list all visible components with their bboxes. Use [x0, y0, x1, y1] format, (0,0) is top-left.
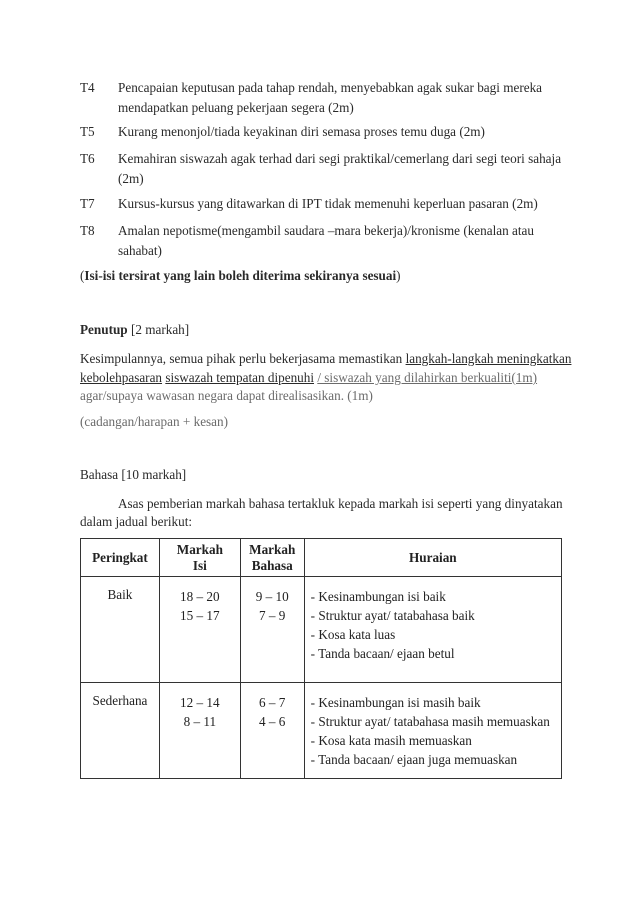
header-markah-isi	[159, 539, 240, 577]
cell-value: 9 – 10	[255, 589, 289, 604]
point-code: T6	[80, 151, 95, 166]
cadangan-line: (cadangan/harapan + kesan)	[80, 414, 229, 429]
bahasa-intro-1: Asas pemberian markah bahasa tertakluk kepada markah isi seperti yang dinyatakan	[118, 496, 563, 511]
kesimpulan-underline: langkah-langkah meningkatkan	[405, 351, 572, 366]
note-line	[80, 266, 401, 286]
penutup-heading	[80, 320, 189, 340]
point-code: T5	[80, 124, 95, 139]
kesimpulan-line-2	[80, 368, 537, 388]
header-markah-bahasa	[240, 539, 304, 577]
point-text: Pencapaian keputusan pada tahap rendah, menyebabkan agak sukar bagi mereka mendapatkan peluang pekerjaan segera (2m)	[118, 80, 543, 115]
cell-markah-isi	[159, 577, 240, 683]
cell-huraian	[304, 683, 561, 779]
cell-value: 7 – 9	[259, 608, 286, 623]
cell-value: 4 – 6	[259, 714, 286, 729]
point-text: Kurang menonjol/tiada keyakinan diri semasa proses temu duga (2m)	[118, 124, 485, 139]
kesimpulan-underline-gray: / siswazah yang dilahirkan berkualiti(1m)	[317, 370, 538, 385]
huraian-item: - Struktur ayat/ tatabahasa baik	[310, 608, 475, 623]
header-text: Markah	[249, 541, 296, 557]
point-code: T4	[80, 80, 95, 95]
header-huraian: Huraian	[304, 539, 561, 577]
cell-peringkat: Baik	[81, 577, 160, 683]
cell-markah-bahasa	[240, 683, 304, 779]
header-text: Isi	[192, 557, 207, 573]
point-code: T8	[80, 223, 95, 238]
kesimpulan-underline: siswazah tempatan dipenuhi	[165, 370, 315, 385]
cell-value: 18 – 20	[180, 589, 220, 604]
bahasa-heading: Bahasa [10 markah]	[80, 467, 187, 482]
kesimpulan-text: Kesimpulannya, semua pihak perlu bekerjasama memastikan	[80, 351, 406, 366]
huraian-item: - Tanda bacaan/ ejaan juga memuaskan	[310, 752, 518, 767]
table-row	[81, 577, 562, 683]
point-text: Kursus-kursus yang ditawarkan di IPT tidak memenuhi keperluan pasaran (2m)	[118, 196, 538, 211]
kesimpulan-line-1	[80, 349, 571, 369]
table-row	[81, 683, 562, 779]
penutup-marks: [2 markah]	[127, 322, 190, 337]
cell-value: 8 – 11	[183, 714, 217, 729]
table-header-row	[81, 539, 562, 577]
header-text: Markah	[176, 541, 223, 557]
point-text: Amalan nepotisme(mengambil saudara –mara bekerja)/kronisme (kenalan atau sahabat)	[118, 223, 534, 258]
cell-peringkat: Sederhana	[81, 683, 160, 779]
header-text: Bahasa	[251, 557, 293, 573]
point-code: T7	[80, 196, 95, 211]
grading-table	[80, 538, 562, 779]
huraian-item: - Kosa kata masih memuaskan	[310, 733, 472, 748]
huraian-item: - Kosa kata luas	[310, 627, 396, 642]
kesimpulan-line-3: agar/supaya wawasan negara dapat direalisasikan. (1m)	[80, 388, 373, 403]
huraian-item: - Tanda bacaan/ ejaan betul	[310, 646, 455, 661]
note-open: (	[80, 268, 85, 283]
cell-value: 12 – 14	[180, 695, 220, 710]
cell-value: 15 – 17	[180, 608, 220, 623]
penutup-title: Penutup	[80, 322, 128, 337]
note-text: Isi-isi tersirat yang lain boleh diterima sekiranya sesuai	[84, 268, 397, 283]
cell-huraian	[304, 577, 561, 683]
note-close: )	[396, 268, 401, 283]
huraian-item: - Kesinambungan isi masih baik	[310, 695, 481, 710]
huraian-item: - Kesinambungan isi baik	[310, 589, 446, 604]
cell-markah-bahasa	[240, 577, 304, 683]
cell-markah-isi	[159, 683, 240, 779]
kesimpulan-underline: kebolehpasaran	[80, 370, 163, 385]
bahasa-intro-2: dalam jadual berikut:	[80, 514, 193, 529]
point-text: Kemahiran siswazah agak terhad dari segi praktikal/cemerlang dari segi teori sahaja (2m)	[118, 151, 562, 186]
header-peringkat: Peringkat	[81, 539, 160, 577]
huraian-item: - Struktur ayat/ tatabahasa masih memuaskan	[310, 714, 550, 729]
cell-value: 6 – 7	[259, 695, 286, 710]
